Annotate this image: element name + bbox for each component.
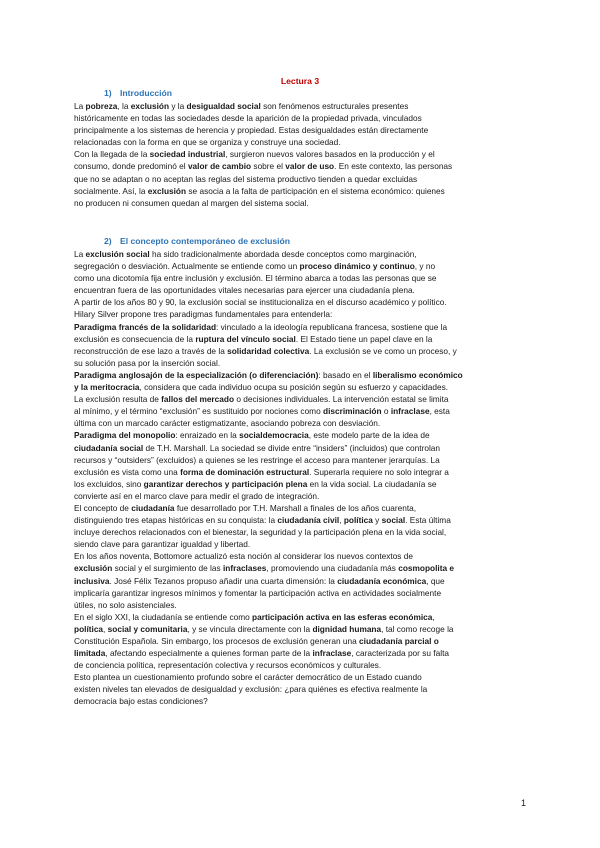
bold-term: liberalismo económico [372, 369, 463, 380]
paragraph: Paradigma anglosajón de la especialización (o diferenciación): basado en el liberalismo económico y la meritocracia, considera que cada individuo ocupa su posición según su esfuerzo y capacidades. La exclusión resulta de fallos del mercado o decisiones individuales. La intervención estatal se limita al mínimo, y el término “exclusión” es sustituido por nociones como discriminación o infraclase, esta última con un marcado carácter estigmatizante, asociando pobreza con desviación. [74, 369, 463, 429]
bold-term: infraclases [222, 563, 267, 574]
bold-term: ciudadanía [131, 502, 175, 513]
bold-term: Paradigma del monopolio [74, 430, 176, 441]
bold-term: dignidad humana [312, 623, 382, 634]
paragraph: La pobreza, la exclusión y la desigualdad social son fenómenos estructurales presentes históricamente en todas las sociedades desde la aparición de la propiedad privada, vinculados principalmente a los sistemas de herencia y propiedad. Estas desigualdades están directamente relacionadas con la forma en que se organiza y construye una sociedad. [74, 101, 429, 148]
bold-term: exclusión [74, 563, 113, 574]
paragraph: La exclusión social ha sido tradicionalmente abordada desde conceptos como marginación, segregación o desviación. Actualmente se entiende como un proceso dinámico y continuo, y no como una dicotomía fija entre inclusión y exclusión. El término abarca a todas las personas que se encuentran fuera de las oportunidades vitales necesarias para ejercer una ciudadanía plena. [74, 249, 437, 296]
section-heading-introduccion [104, 88, 172, 98]
section-number: 2) [104, 236, 112, 246]
section-title: Introducción [120, 88, 173, 98]
bold-term: valor de uso [285, 161, 335, 172]
paragraph: Paradigma del monopolio: enraizado en la socialdemocracia, este modelo parte de la idea de ciudadanía social de T.H. Marshall. La sociedad se divide entre “insiders” (incluidos) que controlan recursos y “outsiders” (excluidos) a quienes se les restringe el acceso para mantener jerarquías. La exclusión es vista como una forma de dominación estructural. Superarla requiere no solo integrar a los excluidos, sino garantizar derechos y participación plena en la vida social. La ciudadanía se convierte así en el marco clave para medir el grado de integración. [74, 430, 449, 501]
bold-term: pobreza [85, 101, 118, 111]
document-title: Lectura 3 [280, 76, 320, 86]
bold-term: forma de dominación estructural [180, 466, 310, 477]
bold-term: socialdemocracia [239, 430, 309, 441]
bold-term: ciudadanía social [74, 442, 144, 453]
bold-term: social y comunitaria [107, 623, 188, 634]
bold-term: política [343, 515, 373, 526]
bold-term: y la meritocracia [74, 382, 140, 393]
paragraph: En los años noventa, Bottomore actualizó esta noción al considerar los nuevos contextos de exclusión social y el surgimiento de las infraclases, promoviendo una ciudadanía más cosmopolita e inclusiva. José Félix Tezanos propuso añadir una cuarta dimensión: la ciudadanía económica, que implicaría garantizar ingresos mínimos y fomentar la participación activa en actividades socialmente útiles, no solo asistenciales. [74, 551, 455, 610]
section-body-introduccion [74, 100, 535, 209]
bold-term: social [381, 515, 406, 526]
bold-term: exclusión social [85, 249, 150, 259]
bold-term: Paradigma anglosajón de la especialización (o diferenciación) [74, 369, 319, 380]
paragraph: Paradigma francés de la solidaridad: vinculado a la ideología republicana francesa, sostiene que la exclusión es consecuencia de la ruptura del vínculo social. El Estado tiene un papel clave en la reconstrucción de ese lazo a través de la solidaridad colectiva. La exclusión se ve como un proceso, y su solución pasa por la inserción social. [74, 321, 457, 368]
bold-term: participación activa en las esferas económica [252, 611, 433, 622]
bold-term: sociedad industrial [149, 149, 226, 160]
bold-term: exclusión [147, 185, 187, 196]
paragraph: Esto plantea un cuestionamiento profundo sobre el carácter democrático de un Estado cuando existen niveles tan elevados de desigualdad y exclusión: ¿para quiénes es efectiva realmente la democracia bajo estas condiciones? [74, 672, 428, 707]
bold-term: ciudadanía parcial o [359, 636, 439, 646]
bold-term: limitada [74, 648, 106, 659]
paragraph: Con la llegada de la sociedad industrial, surgieron nuevos valores basados en la producción y el consumo, donde predominó el valor de cambio sobre el valor de uso. En este contexto, las personas que no se adaptan o no aceptan las reglas del sistema productivo tienden a quedar excluidas socialmente. Así, la exclusión se asocia a la falta de participación en el sistema económico: quienes no producen ni consumen quedan al margen del sistema social. [74, 149, 453, 208]
bold-term: fallos del mercado [161, 394, 235, 405]
bold-term: exclusión [130, 101, 170, 111]
bold-term: cosmopolita e [398, 563, 455, 574]
bold-term: infraclase [390, 406, 430, 417]
bold-term: desigualdad social [186, 101, 261, 111]
bold-term: ruptura del vínculo social [195, 333, 296, 344]
section-title: El concepto contemporáneo de exclusión [120, 236, 290, 246]
bold-term: Paradigma francés de la solidaridad [74, 321, 217, 332]
paragraph: En el siglo XXI, la ciudadanía se entiende como participación activa en las esferas económica, política, social y comunitaria, y se vincula directamente con la dignidad humana, tal como recoge la Constitución Española. Sin embargo, los procesos de exclusión generan una ciudadanía parcial o limitada, afectando especialmente a quienes forman parte de la infraclase, caracterizada por su falta de conciencia política, representación colectiva y recursos económicos y culturales. [74, 611, 454, 671]
bold-term: ciudadanía económica [337, 575, 427, 586]
section-heading-concepto [104, 236, 290, 246]
page-number: 1 [521, 798, 527, 808]
bold-term: valor de cambio [187, 161, 252, 172]
section-body-concepto [74, 248, 535, 708]
bold-term: proceso dinámico y continuo [299, 261, 415, 272]
bold-term: solidaridad colectiva [227, 345, 310, 356]
bold-term: discriminación [323, 406, 382, 417]
bold-term: infraclase [312, 648, 352, 659]
paragraph: A partir de los años 80 y 90, la exclusión social se institucionaliza en el discurso académico y político. Hilary Silver propone tres paradigmas fundamentales para entenderla: [74, 297, 447, 320]
bold-term: política [74, 623, 104, 634]
bold-term: garantizar derechos y participación plena [143, 478, 308, 489]
bold-term: ciudadanía civil [277, 515, 340, 526]
section-number: 1) [104, 88, 112, 98]
bold-term: inclusiva [74, 575, 110, 586]
paragraph: El concepto de ciudadanía fue desarrollado por T.H. Marshall a finales de los años cuarenta, distinguiendo tres etapas históricas en su conquista: la ciudadanía civil, política y social. Esta última incluye derechos relacionados con el bienestar, la seguridad y la participación plena en la vida social, siendo clave para garantizar igualdad y libertad. [74, 502, 451, 550]
